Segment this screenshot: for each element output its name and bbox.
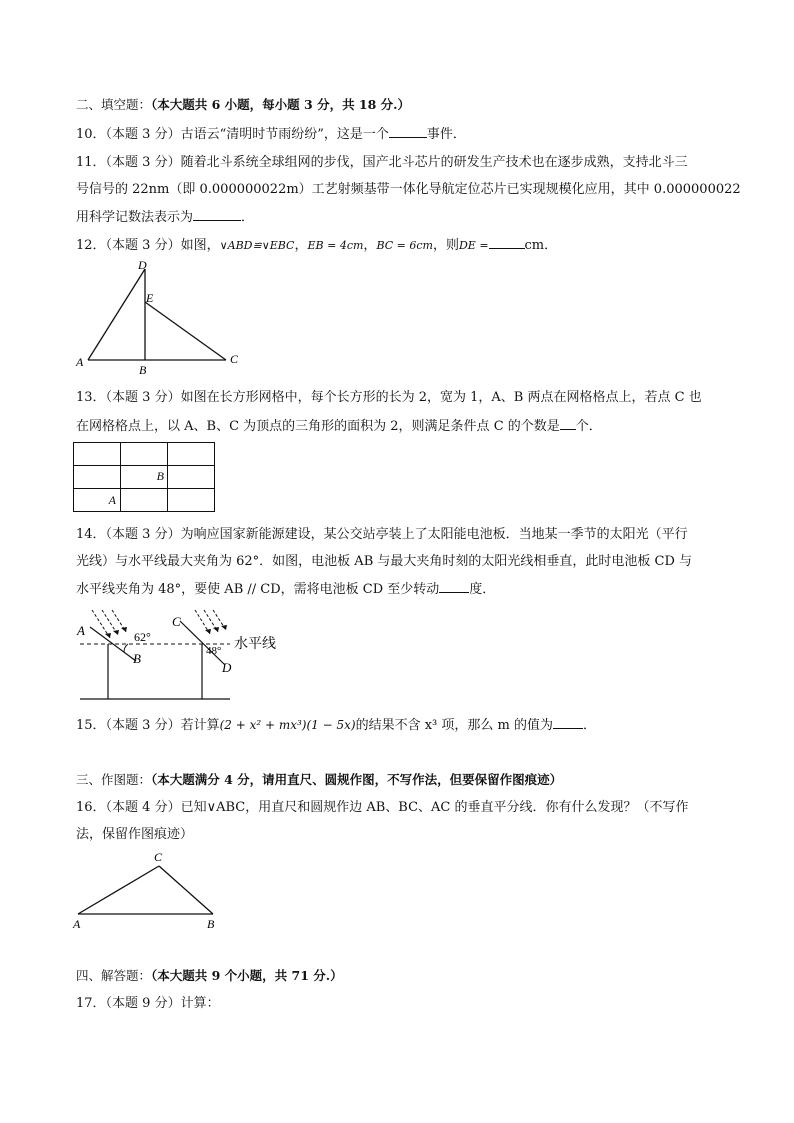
q12-de: DE = bbox=[458, 239, 489, 252]
label-B: B bbox=[207, 917, 215, 931]
q10-text-end: 事件． bbox=[426, 127, 466, 142]
question-12 bbox=[76, 236, 557, 254]
q12-text: 12．（本题 3 分）如图， bbox=[76, 238, 220, 253]
q15-text-end: ． bbox=[582, 718, 596, 733]
section-2-note: （本大题共 6 小题，每小题 3 分，共 18 分.） bbox=[151, 97, 411, 112]
answer-blank bbox=[193, 208, 241, 221]
q14-text: 水平线夹角为 48°，要使 AB // CD，需将电池板 CD 至少转动 bbox=[76, 582, 440, 597]
q12-bc: BC = 6cm bbox=[376, 239, 433, 252]
question-16-line-1: 16．（本题 4 分）已知∨ABC，用直尺和圆规作边 AB、BC、AC 的垂直平分线．你有什么发现？（不写作 bbox=[76, 800, 689, 815]
q15-expression: (2 + x² + mx³)(1 − 5x) bbox=[219, 718, 356, 732]
section-2-title: 二、填空题： bbox=[76, 97, 152, 112]
question-13-line-1: 13．（本题 3 分）如图在长方形网格中，每个长方形的长为 2，宽为 1，A、B 两点在网格格点上，若点 C 也 bbox=[76, 390, 702, 405]
label-D: D bbox=[138, 258, 147, 272]
q12-sep: ，则 bbox=[432, 238, 459, 253]
grid-cell bbox=[74, 489, 121, 512]
grid-cell bbox=[121, 443, 168, 466]
rectangle-grid bbox=[73, 442, 215, 512]
question-10 bbox=[76, 125, 466, 143]
label-E: E bbox=[146, 291, 154, 305]
section-3-note: （本大题满分 4 分，请用直尺、圆规作图，不写作法，但要保留作图痕迹） bbox=[151, 772, 563, 787]
q10-text: 10．（本题 3 分）古语云“清明时节雨纷纷”，这是一个 bbox=[76, 127, 389, 142]
answer-blank bbox=[553, 716, 583, 729]
horizontal-line-label: 水平线 bbox=[234, 636, 276, 652]
q13-text: 在网格格点上，以 A、B、C 为顶点的三角形的面积为 2，则满足条件点 C 的个数是 bbox=[76, 419, 560, 434]
question-14-line-3 bbox=[76, 580, 495, 598]
label-D: D bbox=[222, 660, 232, 675]
section-4-header bbox=[76, 967, 343, 984]
label-C: C bbox=[154, 850, 163, 864]
answer-blank bbox=[439, 580, 469, 593]
label-B: B bbox=[133, 651, 141, 666]
grid-cell bbox=[74, 466, 121, 489]
grid-cell bbox=[121, 466, 168, 489]
question-17: 17．（本题 9 分）计算： bbox=[76, 996, 220, 1011]
q13-text-end: 个． bbox=[575, 419, 602, 434]
q12-unit: cm． bbox=[524, 238, 558, 253]
q12-eb: EB = 4cm bbox=[307, 239, 364, 252]
q15-text: 15．（本题 3 分）若计算 bbox=[76, 718, 220, 733]
q12-sep: ， bbox=[363, 238, 377, 253]
grid-label-A: A bbox=[108, 493, 116, 507]
question-13-line-2 bbox=[76, 417, 602, 435]
section-4-note: （本大题共 9 个小题，共 71 分.） bbox=[151, 968, 343, 983]
answer-blank bbox=[389, 125, 427, 138]
grid-cell bbox=[74, 443, 121, 466]
question-11-line-1: 11．（本题 3 分）随着北斗系统全球组网的步伐，国产北斗芯片的研发生产技术也在逐步成熟，支持北斗三 bbox=[76, 155, 688, 170]
q12-sep: ， bbox=[294, 238, 308, 253]
question-16-line-2: 法，保留作图痕迹） bbox=[76, 827, 194, 842]
section-4-title: 四、解答题： bbox=[76, 968, 152, 983]
label-C: C bbox=[172, 614, 181, 629]
question-14-line-2: 光线）与水平线最大夹角为 62°．如图，电池板 AB 与最大夹角时刻的太阳光线相垂直，此时电池板 CD 与 bbox=[76, 554, 693, 569]
section-2-header bbox=[76, 96, 410, 113]
q14-text-end: 度． bbox=[469, 582, 496, 597]
angle-62: 62° bbox=[134, 630, 151, 644]
grid-cell bbox=[168, 489, 215, 512]
q12-triangle-figure bbox=[70, 257, 250, 377]
question-14-line-1: 14．（本题 3 分）为响应国家新能源建设，某公交站亭装上了太阳能电池板．当地某一季节的太阳光（平行 bbox=[76, 527, 688, 542]
grid-cell bbox=[121, 489, 168, 512]
q15-text-mid: 的结果不含 x³ 项，那么 m 的值为 bbox=[355, 718, 553, 733]
label-A: A bbox=[73, 917, 81, 931]
label-A: A bbox=[77, 623, 85, 638]
question-11-line-2: 号信号的 22nm（即 0.000000022m）工艺射频基带一体化导航定位芯片已实现规模化应用，其中 0.000000022 bbox=[76, 182, 741, 197]
section-3-header bbox=[76, 771, 562, 788]
q16-triangle-figure bbox=[70, 848, 230, 933]
label-B: B bbox=[139, 363, 147, 377]
angle-48: 48° bbox=[206, 645, 222, 657]
grid-cell bbox=[168, 443, 215, 466]
section-3-title: 三、作图题： bbox=[76, 772, 152, 787]
q12-congruence: ∨ABD≌∨EBC bbox=[219, 239, 295, 252]
grid-cell bbox=[168, 466, 215, 489]
question-15 bbox=[76, 716, 596, 734]
grid-label-B: B bbox=[156, 469, 164, 483]
q11-text-end: ． bbox=[241, 210, 255, 225]
label-A: A bbox=[76, 355, 84, 369]
q14-solar-panel-figure bbox=[70, 610, 310, 705]
answer-blank bbox=[489, 236, 525, 249]
question-11-line-3 bbox=[76, 208, 254, 226]
q11-text: 用科学记数法表示为 bbox=[76, 210, 194, 225]
label-C: C bbox=[230, 352, 239, 366]
answer-blank bbox=[560, 417, 576, 430]
